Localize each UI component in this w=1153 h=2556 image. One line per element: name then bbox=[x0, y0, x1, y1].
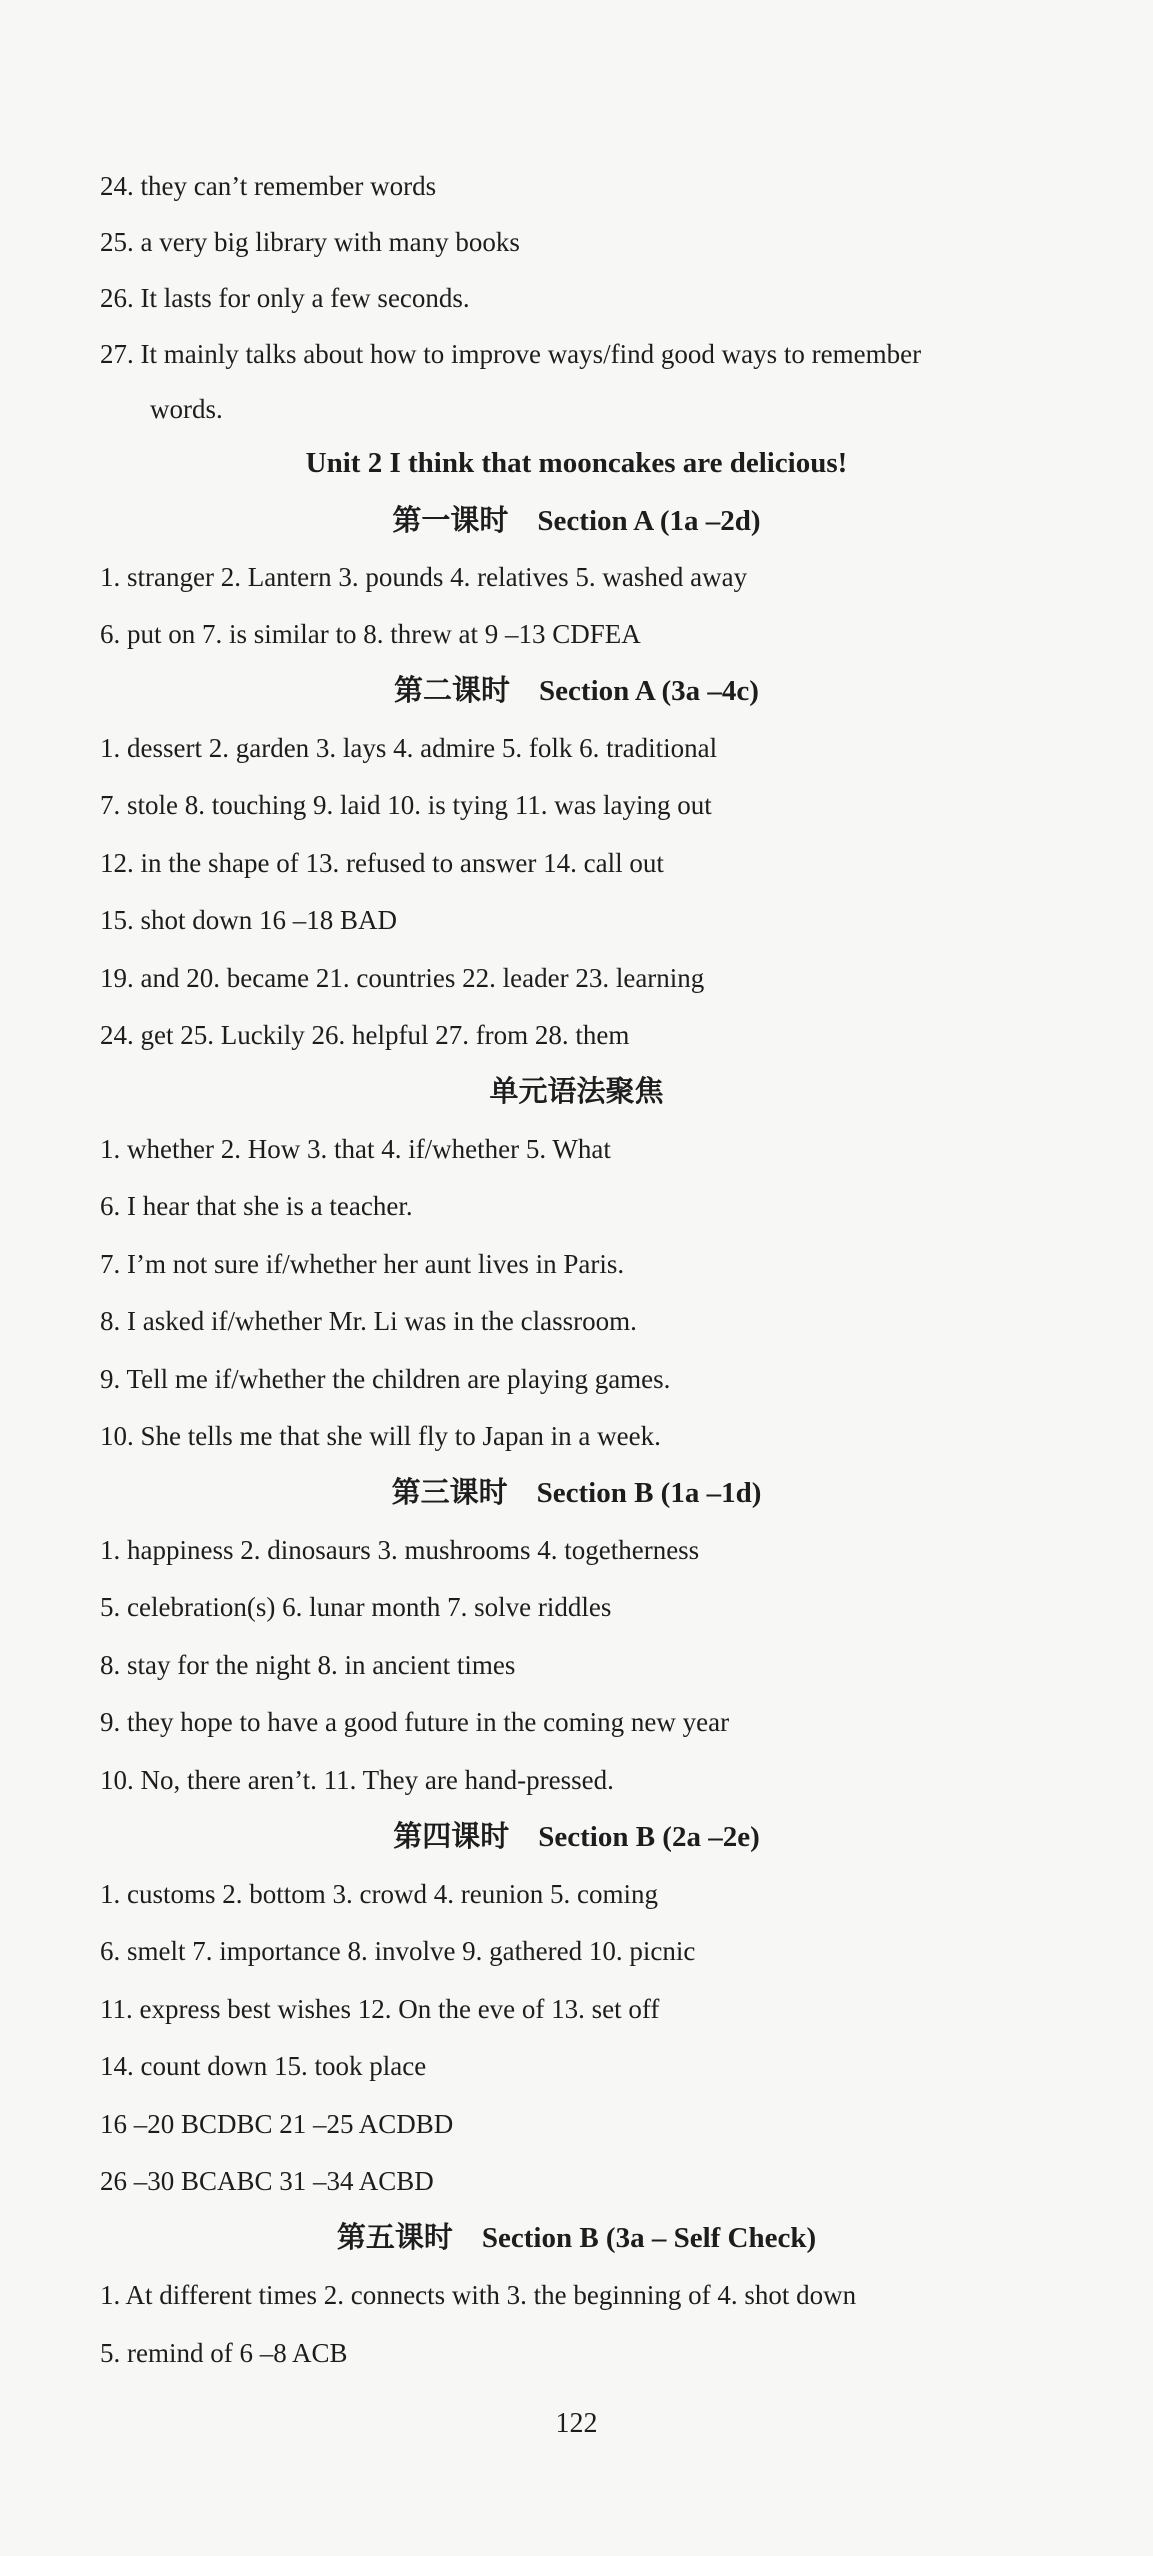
section-title-cn: 第一课时 bbox=[392, 503, 509, 537]
answer-line: 9. they hope to have a good future in the coming new year bbox=[100, 1707, 730, 1737]
unit-title: Unit 2 I think that mooncakes are delicious! bbox=[305, 447, 848, 479]
answer-line: 11. express best wishes 12. On the eve of 13. set off bbox=[100, 1994, 660, 2024]
section-title-en: Section A (1a –2d) bbox=[537, 505, 761, 537]
section-heading bbox=[0, 1073, 1153, 1110]
section-title-en: Section B (1a –1d) bbox=[536, 1477, 762, 1509]
answer-line: 24. they can’t remember words bbox=[100, 171, 437, 201]
section-title-en: Section B (2a –2e) bbox=[538, 1821, 760, 1853]
answer-line: 16 –20 BCDBC 21 –25 ACDBD bbox=[100, 2109, 454, 2139]
answer-line: 1. stranger 2. Lantern 3. pounds 4. relatives 5. washed away bbox=[100, 562, 748, 592]
section-heading bbox=[0, 502, 1153, 539]
answer-line: 19. and 20. became 21. countries 22. leader 23. learning bbox=[100, 963, 705, 993]
answer-line: 9. Tell me if/whether the children are playing games. bbox=[100, 1364, 671, 1394]
answer-line: 12. in the shape of 13. refused to answer 14. call out bbox=[100, 848, 664, 878]
answer-line: 6. I hear that she is a teacher. bbox=[100, 1191, 413, 1221]
answer-line: 1. happiness 2. dinosaurs 3. mushrooms 4. togetherness bbox=[100, 1535, 700, 1565]
answer-line: 1. customs 2. bottom 3. crowd 4. reunion 5. coming bbox=[100, 1879, 658, 1909]
answer-line: 26 –30 BCABC 31 –34 ACBD bbox=[100, 2166, 434, 2196]
answer-line: 5. remind of 6 –8 ACB bbox=[100, 2338, 348, 2368]
answer-line: 1. dessert 2. garden 3. lays 4. admire 5. folk 6. traditional bbox=[100, 733, 718, 763]
section-heading bbox=[0, 2219, 1153, 2256]
section-heading bbox=[0, 1474, 1153, 1511]
answer-line-continued: words. bbox=[150, 394, 223, 424]
answer-line: 10. No, there aren’t. 11. They are hand-pressed. bbox=[100, 1765, 614, 1795]
answer-line: 7. stole 8. touching 9. laid 10. is tying 11. was laying out bbox=[100, 790, 712, 820]
section-title-en: Section A (3a –4c) bbox=[539, 675, 759, 707]
answer-line: 15. shot down 16 –18 BAD bbox=[100, 905, 398, 935]
answer-line: 10. She tells me that she will fly to Japan in a week. bbox=[100, 1421, 661, 1451]
answer-line: 7. I’m not sure if/whether her aunt lives in Paris. bbox=[100, 1249, 625, 1279]
answer-line: 1. whether 2. How 3. that 4. if/whether 5. What bbox=[100, 1134, 611, 1164]
answer-line: 5. celebration(s) 6. lunar month 7. solve riddles bbox=[100, 1592, 612, 1622]
section-title-cn: 第五课时 bbox=[336, 2220, 453, 2254]
section-heading bbox=[0, 1818, 1153, 1855]
section-title-cn: 第三课时 bbox=[391, 1475, 508, 1509]
answer-line: 1. At different times 2. connects with 3. the beginning of 4. shot down bbox=[100, 2280, 857, 2310]
answer-line: 6. put on 7. is similar to 8. threw at 9 –13 CDFEA bbox=[100, 619, 641, 649]
answer-line: 24. get 25. Luckily 26. helpful 27. from 28. them bbox=[100, 1020, 630, 1050]
section-title-cn: 第二课时 bbox=[394, 673, 511, 707]
section-title-en: Section B (3a – Self Check) bbox=[481, 2222, 817, 2254]
page-number: 122 bbox=[555, 2408, 598, 2439]
section-title-cn: 单元语法聚焦 bbox=[489, 1074, 664, 1108]
section-title-cn: 第四课时 bbox=[393, 1819, 510, 1853]
section-heading bbox=[0, 672, 1153, 709]
answer-line: 27. It mainly talks about how to improve ways/find good ways to remember bbox=[100, 339, 922, 369]
answer-line: 8. I asked if/whether Mr. Li was in the classroom. bbox=[100, 1306, 637, 1336]
answer-line: 6. smelt 7. importance 8. involve 9. gathered 10. picnic bbox=[100, 1936, 696, 1966]
answer-line: 25. a very big library with many books bbox=[100, 227, 520, 257]
answer-line: 8. stay for the night 8. in ancient times bbox=[100, 1650, 516, 1680]
answer-line: 26. It lasts for only a few seconds. bbox=[100, 283, 470, 313]
answer-line: 14. count down 15. took place bbox=[100, 2051, 427, 2081]
